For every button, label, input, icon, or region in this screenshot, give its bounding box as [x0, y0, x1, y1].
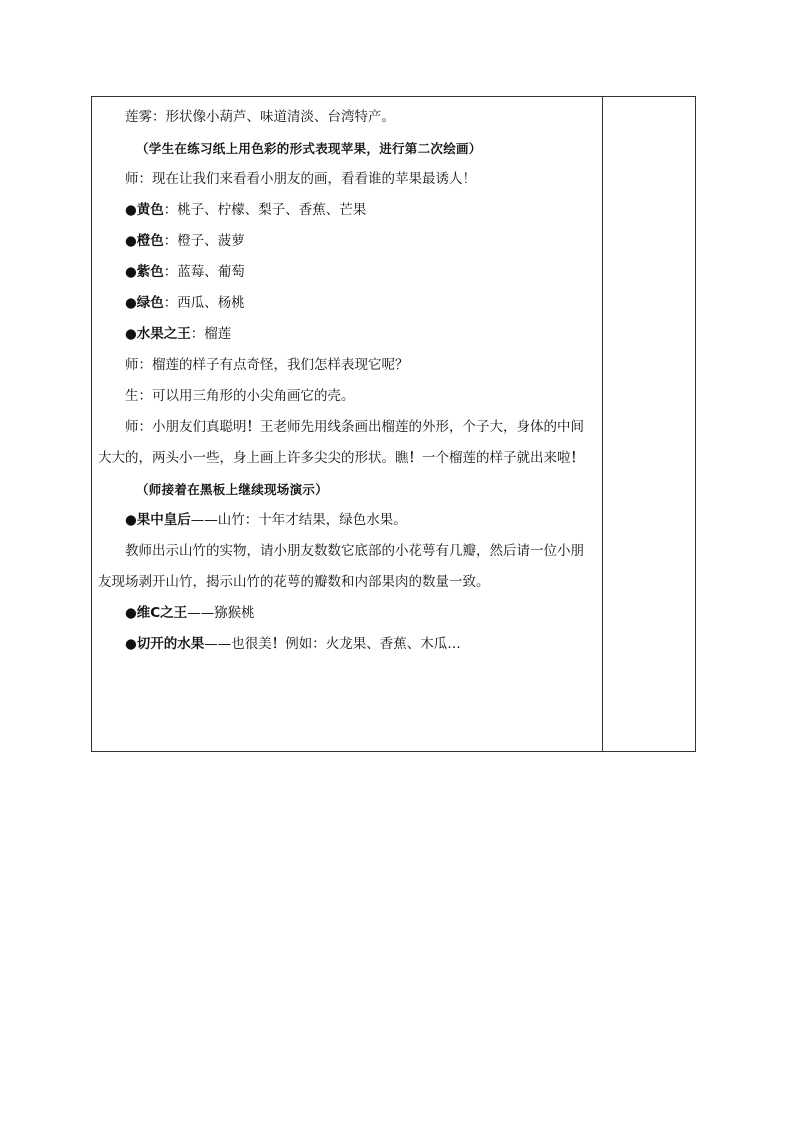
yellow-fruits-line [98, 195, 594, 226]
teacher-durian-paragraph [98, 412, 594, 474]
cut-fruits-label: ●切开的水果 [125, 636, 205, 652]
lianwu-line: 莲雾：形状像小葫芦、味道清淡、台湾特产。 [125, 109, 395, 125]
purple-label: ●紫色 [125, 264, 164, 280]
orange-fruits-line [98, 226, 594, 257]
teacher-line-2: 师：榴莲的样子有点奇怪，我们怎样表现它呢？ [125, 357, 409, 373]
orange-text: ：橙子、菠萝 [163, 233, 245, 249]
cut-fruits-text: ——也很美 [204, 636, 272, 652]
cut-fruits-bang: ！ [271, 636, 286, 652]
cut-fruits-line [98, 629, 594, 660]
vitamin-c-text: ——猕猴桃 [187, 605, 255, 621]
yellow-label: ●黄色 [125, 202, 164, 218]
durian-text-c: 王老师先用线条画出榴莲的外形，个子大，身体的中间大大的，两头小一些，身上画上许多尖尖的形状。瞧 [98, 419, 584, 466]
mangosteen-line [98, 505, 594, 536]
durian-bang-3: ！ [570, 450, 584, 466]
king-text: ：榴莲 [190, 326, 232, 342]
blackboard-demo-note: （师接着在黑板上继续现场演示） [136, 482, 329, 497]
purple-fruits-line [98, 257, 594, 288]
column-divider [602, 97, 603, 751]
vitamin-c-label: ●维C之王 [125, 605, 188, 621]
green-text: ：西瓜、杨桃 [163, 295, 245, 311]
durian-text-a: 师：小朋友们真聪明 [125, 419, 247, 435]
king-of-fruits-line [98, 319, 594, 350]
durian-bang-1: ！ [246, 419, 260, 435]
lesson-table [91, 96, 696, 752]
kiwi-line [98, 598, 594, 629]
orange-label: ●橙色 [125, 233, 164, 249]
durian-bang-2: ！ [408, 450, 422, 466]
green-fruits-line [98, 288, 594, 319]
queen-label: ●果中皇后 [125, 512, 191, 528]
durian-text-e: 一个榴莲的样子就出来啦 [422, 450, 571, 466]
queen-text: ——山竹：十年才结果，绿色水果。 [190, 512, 407, 528]
king-label: ●水果之王 [125, 326, 191, 342]
cut-fruits-examples: 例如：火龙果、香蕉、木瓜… [285, 636, 461, 652]
teacher-line-1: 师：现在让我们来看看小朋友的画，看看谁的苹果最诱人！ [125, 171, 476, 187]
green-label: ●绿色 [125, 295, 164, 311]
student-activity-note: （学生在练习纸上用色彩的形式表现苹果，进行第二次绘画） [136, 141, 482, 156]
mangosteen-paragraph: 教师出示山竹的实物，请小朋友数数它底部的小花萼有几瓣，然后请一位小朋友现场剥开山竹，揭示山竹的花萼的瓣数和内部果肉的数量一致。 [98, 543, 584, 590]
student-line: 生：可以用三角形的小尖角画它的壳。 [125, 388, 355, 404]
yellow-text: ：桃子、柠檬、梨子、香蕉、芒果 [163, 202, 367, 218]
purple-text: ：蓝莓、葡萄 [163, 264, 245, 280]
content-cell [92, 97, 602, 660]
